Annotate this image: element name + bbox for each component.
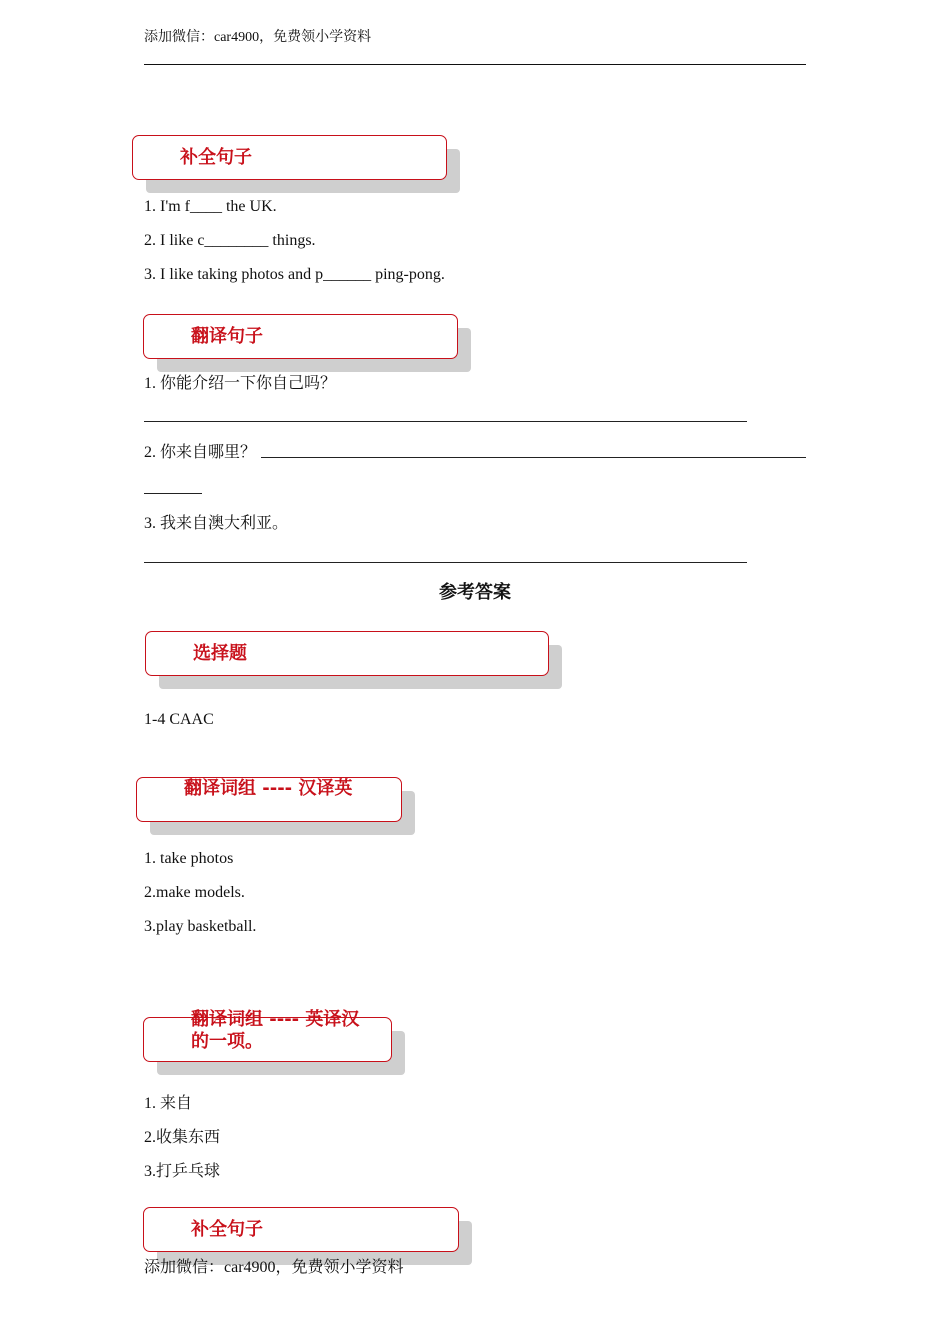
en-to-cn-answer-1: 1. 来自 bbox=[144, 1095, 193, 1112]
footer-note: 添加微信：car4900，免费领小学资料 bbox=[144, 1259, 404, 1276]
section-title-line-2: 的一项。 bbox=[191, 1031, 263, 1052]
cn-to-en-answer-2: 2.make models. bbox=[144, 884, 245, 901]
fill-item-3: 3. I like taking photos and p______ ping-pong. bbox=[144, 266, 445, 283]
fill-item-1: 1. I'm f____ the UK. bbox=[144, 198, 277, 215]
cn-to-en-answer-1: 1. take photos bbox=[144, 850, 234, 867]
section-heading-en-to-cn bbox=[143, 1009, 408, 1079]
answer-line bbox=[144, 493, 202, 494]
section-title: 翻译词组 ---- 汉译英 bbox=[184, 778, 353, 799]
choice-answer: 1-4 CAAC bbox=[144, 711, 214, 728]
answer-line bbox=[261, 457, 806, 458]
section-title: 选择题 bbox=[193, 643, 247, 664]
fill-item-2: 2. I like c________ things. bbox=[144, 232, 316, 249]
section-heading-choice bbox=[145, 631, 565, 691]
section-title-line-1: 翻译词组 ---- 英译汉 bbox=[191, 1009, 360, 1030]
section-title: 补全句子 bbox=[191, 1219, 263, 1240]
translate-question-2: 2. 你来自哪里？ bbox=[144, 444, 257, 461]
en-to-cn-answer-2: 2.收集东西 bbox=[144, 1129, 221, 1146]
answer-key-title: 参考答案 bbox=[439, 582, 511, 603]
answer-line bbox=[144, 562, 747, 563]
section-title: 补全句子 bbox=[180, 147, 252, 168]
header-note: 添加微信：car4900，免费领小学资料 bbox=[144, 30, 372, 45]
en-to-cn-answer-3: 3.打乒乓球 bbox=[144, 1163, 221, 1180]
header-divider bbox=[144, 64, 806, 65]
section-title: 翻译句子 bbox=[191, 326, 263, 347]
section-heading-cn-to-en bbox=[136, 777, 418, 837]
answer-line bbox=[144, 421, 747, 422]
translate-question-3: 3. 我来自澳大利亚。 bbox=[144, 515, 289, 532]
section-heading-fill bbox=[132, 135, 462, 195]
translate-question-1: 1. 你能介绍一下你自己吗？ bbox=[144, 375, 337, 392]
section-heading-translate bbox=[143, 314, 473, 374]
cn-to-en-answer-3: 3.play basketball. bbox=[144, 918, 257, 935]
